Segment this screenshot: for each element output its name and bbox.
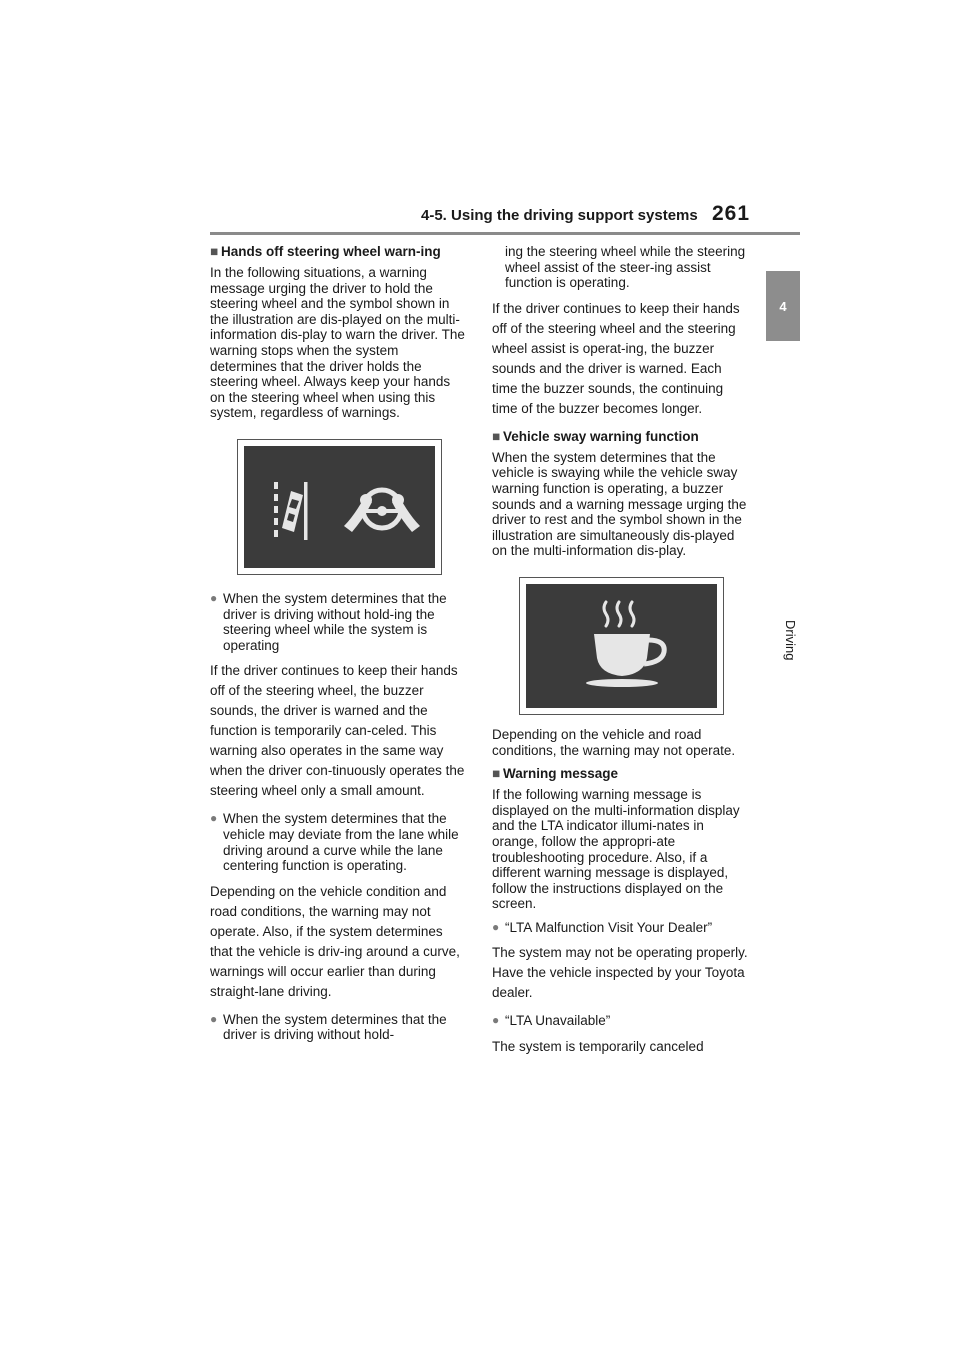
bullet-text: “LTA Malfunction Visit Your Dealer” bbox=[505, 919, 713, 935]
bullet-item bbox=[492, 1013, 748, 1029]
section-heading bbox=[492, 766, 748, 781]
coffee-cup-rest-icon bbox=[526, 584, 717, 708]
body-paragraph: If the driver continues to keep their hands off of the steering wheel and the steering wheel assist is operat-ing, the buzzer sounds and the driver is warned. Each time the buzzer sounds, the continuing time of the buzzer becomes longer. bbox=[492, 300, 740, 416]
bullet-text: When the system determines that the driver is driving without hold-ing the steering wheel while the system is operating bbox=[223, 590, 447, 653]
body-paragraph: The system is temporarily canceled bbox=[492, 1039, 704, 1055]
page-header-title: 4-5. Using the driving support systems bbox=[421, 207, 698, 224]
body-paragraph: If the following warning message is displayed on the multi-information display and the LTA indicator illumi-nates in orange, follow the appropri-ate troubleshooting procedure. Also, if a different warning message is displayed, follow the instructions displayed on the screen. bbox=[492, 787, 740, 912]
bullet-item bbox=[210, 1012, 466, 1043]
figure-hands-off-warning bbox=[237, 439, 442, 575]
square-marker-icon: ■ bbox=[210, 244, 219, 259]
body-paragraph: Depending on the vehicle and road conditions, the warning may not operate. bbox=[492, 726, 736, 758]
bullet-item bbox=[210, 591, 466, 653]
bullet-text: When the system determines that the driver is driving without hold- bbox=[223, 1011, 447, 1043]
bullet-continuation: ing the steering wheel while the steering wheel assist of the steer-ing assist function is operating. bbox=[505, 244, 746, 291]
square-marker-icon: ■ bbox=[492, 766, 501, 782]
hands-on-wheel-warning-icon bbox=[244, 446, 435, 568]
display-screen bbox=[526, 584, 717, 708]
bullet-icon: ● bbox=[492, 1013, 500, 1028]
heading-text: Vehicle sway warning function bbox=[503, 428, 699, 444]
heading-text: Warning message bbox=[503, 766, 619, 782]
header-rule bbox=[210, 232, 800, 235]
display-screen bbox=[244, 446, 435, 568]
heading-text: Hands off steering wheel warn-ing bbox=[221, 244, 441, 259]
bullet-text: When the system determines that the vehicle may deviate from the lane while driving around a curve while the lane centering function is operating. bbox=[223, 811, 459, 874]
body-paragraph: When the system determines that the vehicle is swaying while the vehicle sway warning function is operating, a buzzer sounds and a warning message urging the driver to rest and the symbol shown in the illustration are simultaneously dis-played on the multi-information dis-play. bbox=[492, 449, 747, 559]
bullet-item bbox=[210, 811, 466, 873]
bullet-icon: ● bbox=[210, 811, 218, 826]
chapter-tab: 4 bbox=[766, 271, 800, 341]
bullet-icon: ● bbox=[492, 919, 500, 934]
body-paragraph: The system may not be operating properly. Have the vehicle inspected by your Toyota dealer. bbox=[492, 945, 748, 1001]
section-heading bbox=[492, 429, 748, 444]
right-column bbox=[492, 244, 748, 1067]
left-column bbox=[210, 244, 466, 1051]
section-heading bbox=[210, 244, 466, 259]
bullet-text: “LTA Unavailable” bbox=[505, 1013, 611, 1029]
chapter-label: Driving bbox=[783, 620, 798, 661]
intro-paragraph: In the following situations, a warning message urging the driver to hold the steering wheel and the symbol shown in the illustration are dis-played on the multi-information dis-play to warn the driver. The warning stops when the system determines that the driver holds the steering wheel. Always keep your hands on the steering wheel when using this system, regardless of warnings. bbox=[210, 265, 465, 421]
body-paragraph: If the driver continues to keep their hands off of the steering wheel, the buzzer sounds, the driver is warned and the function is temporarily can-celed. This warning also operates in the same way when the driver con-tinuously operates the steering wheel only a small amount. bbox=[210, 663, 465, 799]
body-paragraph: Depending on the vehicle condition and road conditions, the warning may not operate. Also, if the system determines that the vehicle is driv-ing around a curve, warnings will occur earlier than during straight-lane driving. bbox=[210, 883, 460, 999]
bullet-icon: ● bbox=[210, 590, 218, 605]
bullet-item bbox=[492, 920, 748, 936]
bullet-icon: ● bbox=[210, 1011, 218, 1026]
figure-sway-warning bbox=[519, 577, 724, 715]
square-marker-icon: ■ bbox=[492, 428, 501, 444]
page-number: 261 bbox=[712, 202, 751, 225]
